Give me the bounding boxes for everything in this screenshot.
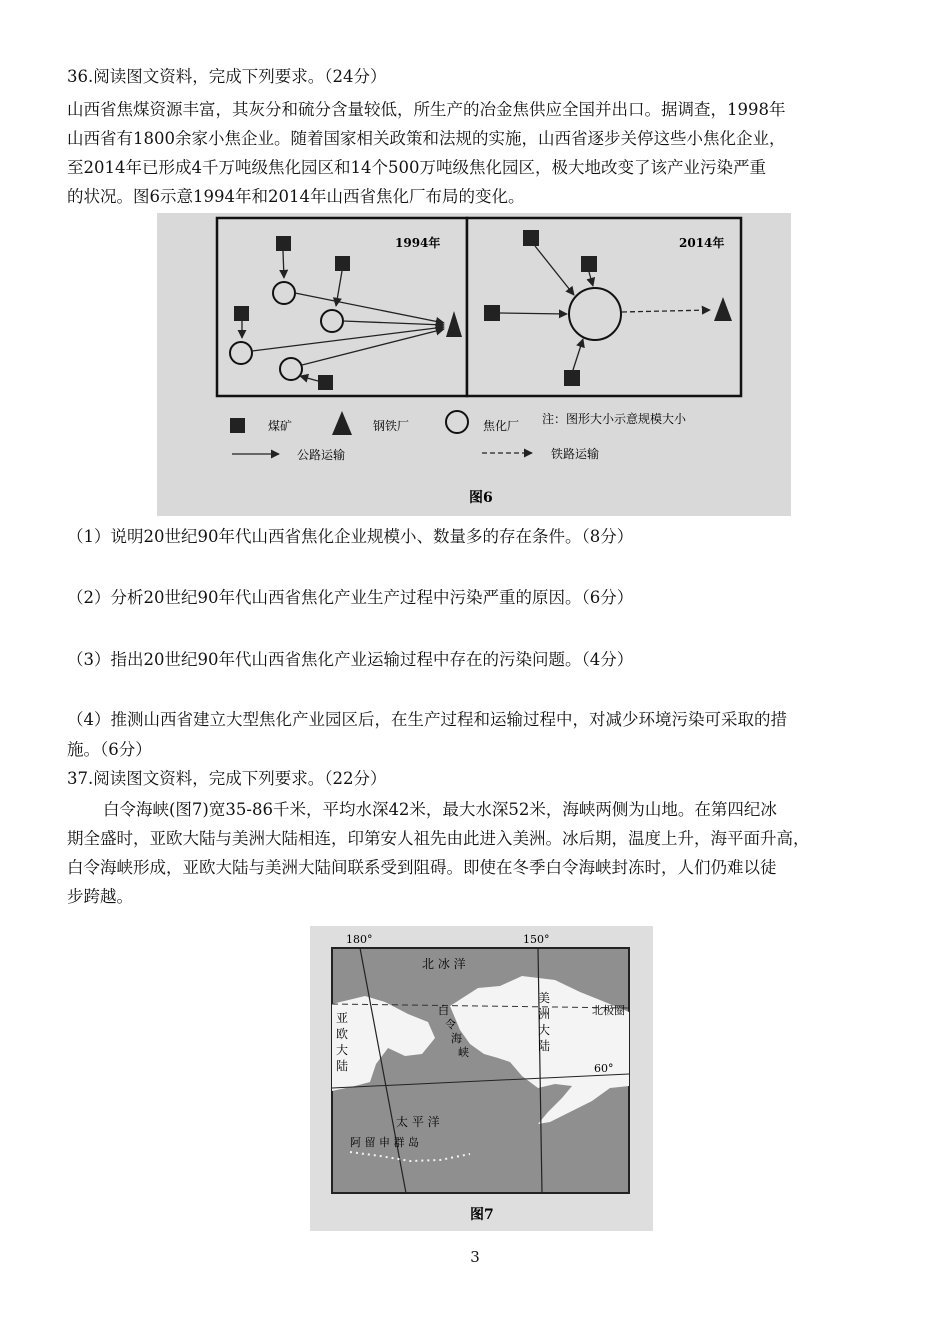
coking-plant-icon: [280, 358, 302, 380]
q36-para-line: 山西省有1800余家小焦企业。随着国家相关政策和法规的实施，山西省逐步关停这些小焦化企业，: [67, 129, 786, 148]
aleutian-label: 阿 留 申 群 岛: [350, 1136, 419, 1149]
q36-header: 36.阅读图文资料，完成下列要求。（24分）: [67, 67, 387, 86]
q36-para-line: 山西省焦煤资源丰富，其灰分和硫分含量较低，所生产的冶金焦供应全国并出口。据调查，1998年: [67, 100, 786, 119]
legend-note: 注：图形大小示意规模大小: [542, 412, 687, 426]
coal-mine-legend-icon: [230, 418, 245, 433]
q36-subquestion-4: （4）推测山西省建立大型焦化产业园区后，在生产过程和运输过程中，对减少环境污染可采取的措: [67, 710, 787, 729]
q36-subquestion-4-cont: 施。（6分）: [67, 740, 152, 759]
q37-para-line: 白令海峡形成，亚欧大陆与美洲大陆间联系受到阻碍。即使在冬季白令海峡封冻时，人们仍难以徒: [67, 858, 777, 877]
page-number: 3: [470, 1248, 480, 1266]
coking-plant-icon: [569, 288, 621, 340]
year-1994-label: 1994年: [395, 236, 441, 250]
america-char: 洲: [538, 1007, 551, 1021]
year-2014-label: 2014年: [679, 236, 725, 250]
coking-plant-icon: [230, 342, 252, 364]
pacific-label: 太 平 洋: [396, 1115, 440, 1129]
strait-char: 峡: [458, 1046, 469, 1059]
figure-7-caption: 图7: [470, 1207, 494, 1223]
strait-char: 白: [438, 1004, 449, 1017]
america-char: 美: [538, 991, 551, 1005]
arctic-circle-label: 北极圈: [592, 1004, 625, 1017]
coking-plant-legend-icon: [446, 411, 468, 433]
legend-steel-plant: 钢铁厂: [373, 419, 410, 433]
eurasia-char: 亚: [336, 1011, 349, 1025]
lat-60-label: 60°: [594, 1062, 614, 1075]
legend-coal-mine: 煤矿: [268, 419, 293, 433]
eurasia-char: 陆: [336, 1059, 349, 1073]
eurasia-char: 欧: [336, 1027, 349, 1041]
america-char: 陆: [538, 1039, 551, 1053]
q37-header: 37.阅读图文资料，完成下列要求。（22分）: [67, 769, 387, 788]
q36-subquestion-2: （2）分析20世纪90年代山西省焦化产业生产过程中污染严重的原因。（6分）: [67, 588, 634, 607]
figure-6: [157, 213, 791, 516]
coal-mine-icon: [276, 236, 291, 251]
q37-para-line: 期全盛时，亚欧大陆与美洲大陆相连，印第安人祖先由此进入美洲。冰后期，温度上升，海平面升高，: [67, 829, 810, 848]
coal-mine-icon: [581, 256, 597, 272]
coal-mine-icon: [234, 306, 249, 321]
q37-para-line: 白令海峡(图7)宽35-86千米，平均水深42米，最大水深52米，海峡两侧为山地。在第四纪冰: [103, 800, 777, 819]
longitude-180-label: 180°: [346, 933, 373, 946]
strait-char: 令: [445, 1018, 456, 1031]
legend-coking-plant: 焦化厂: [483, 419, 520, 433]
arctic-ocean-label: 北 冰 洋: [422, 957, 466, 971]
coal-mine-icon: [523, 230, 539, 246]
q36-subquestion-3: （3）指出20世纪90年代山西省焦化产业运输过程中存在的污染问题。（4分）: [67, 650, 634, 669]
figure-6-caption: 图6: [469, 490, 493, 506]
coal-mine-icon: [564, 370, 580, 386]
q36-para-line: 的状况。图6示意1994年和2014年山西省焦化厂布局的变化。: [67, 187, 525, 206]
q37-para-line: 步跨越。: [67, 887, 133, 906]
strait-char: 海: [451, 1032, 462, 1045]
legend-road: 公路运输: [297, 448, 346, 462]
coal-mine-icon: [318, 375, 333, 390]
america-char: 大: [538, 1023, 551, 1037]
legend-rail: 铁路运输: [551, 447, 600, 461]
eurasia-char: 大: [336, 1043, 349, 1057]
coking-plant-icon: [321, 310, 343, 332]
figure-7-map: [310, 926, 653, 1231]
coal-mine-icon: [484, 305, 500, 321]
coal-mine-icon: [335, 256, 350, 271]
coking-plant-icon: [273, 282, 295, 304]
q36-para-line: 至2014年已形成4千万吨级焦化园区和14个500万吨级焦化园区，极大地改变了该产业污染严重: [67, 158, 766, 177]
q36-subquestion-1: （1）说明20世纪90年代山西省焦化企业规模小、数量多的存在条件。（8分）: [67, 527, 634, 546]
longitude-150-label: 150°: [523, 933, 550, 946]
